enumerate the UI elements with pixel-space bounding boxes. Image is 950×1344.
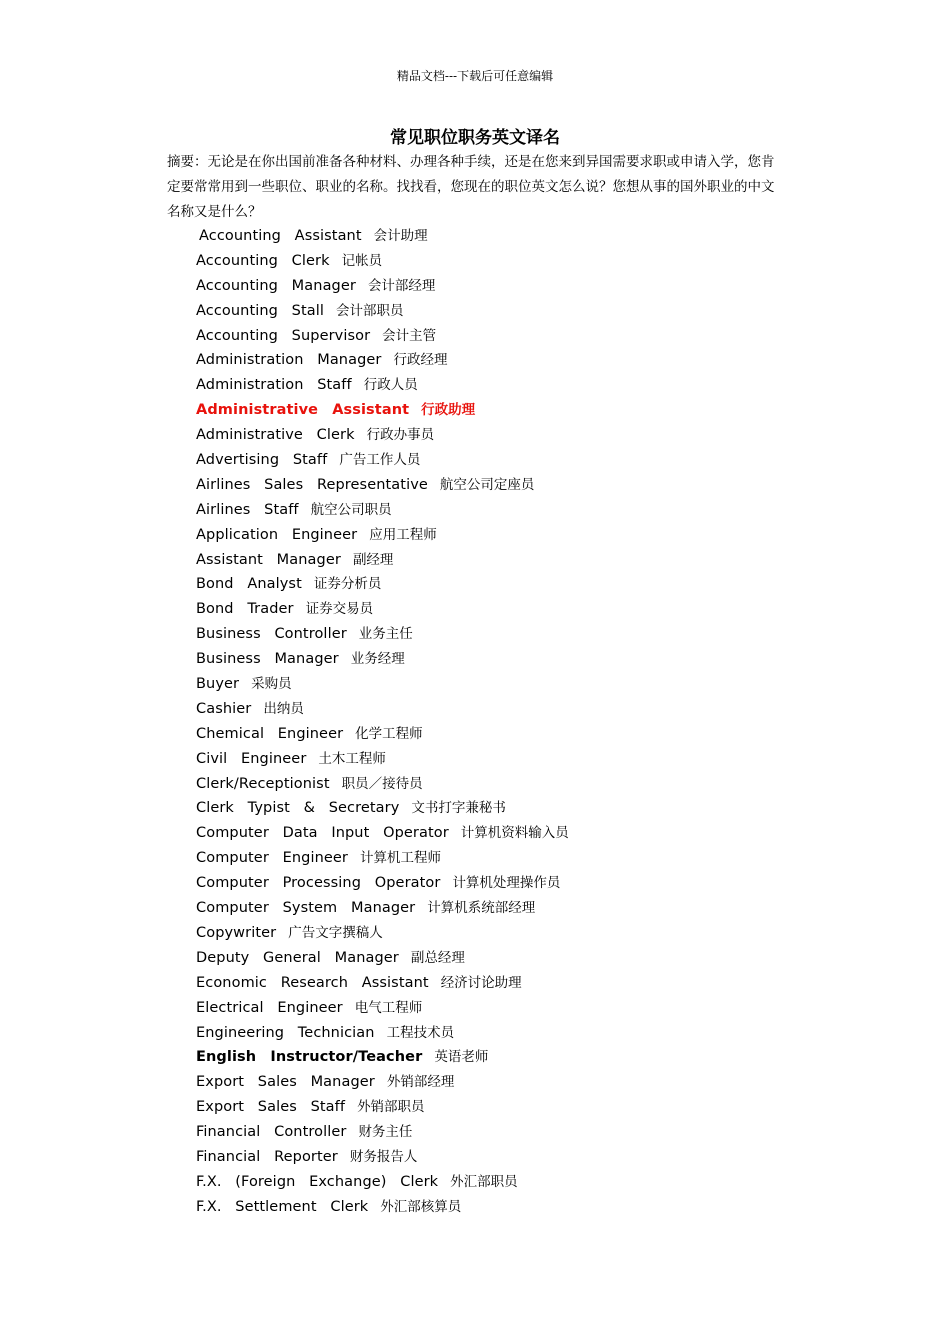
english-title: Bond Analyst xyxy=(196,576,302,593)
list-item xyxy=(196,324,796,349)
chinese-title: 文书打字兼秘书 xyxy=(411,800,506,817)
english-title: Administrative Assistant xyxy=(196,402,410,419)
document-title: 常见职位职务英文译名 xyxy=(390,128,560,148)
list-item xyxy=(196,647,796,672)
english-title: Clerk Typist & Secretary xyxy=(196,800,400,817)
english-title: Accounting Supervisor xyxy=(196,327,371,344)
list-item-bold xyxy=(196,1045,796,1070)
english-title: Accounting Assistant xyxy=(199,228,362,244)
list-item xyxy=(196,821,796,846)
list-item xyxy=(196,1170,796,1195)
english-title: Clerk/Receptionist xyxy=(196,775,330,792)
english-title: Airlines Staff xyxy=(196,501,299,518)
chinese-title: 工程技术员 xyxy=(386,1024,455,1041)
abstract-paragraph: 摘要：无论是在你出国前准备各种材料、办理各种手续，还是在您来到异国需要求职或申请入学，您肯定要常常用到一些职位、职业的名称。找找看，您现在的职位英文怎么说？您想从事的国外职业的中文名称又是什么？ xyxy=(167,154,775,220)
english-title: Buyer xyxy=(196,676,240,693)
list-item xyxy=(196,224,796,249)
english-title: Business Controller xyxy=(196,626,347,643)
chinese-title: 副经理 xyxy=(352,551,394,568)
chinese-title: 采购员 xyxy=(251,676,292,693)
page-header: 精品文档---下载后可任意编辑 xyxy=(396,69,554,83)
chinese-title: 外销部经理 xyxy=(386,1074,455,1091)
english-title: Administration Staff xyxy=(196,377,352,394)
chinese-title: 英语老师 xyxy=(434,1049,489,1066)
english-title: English Instructor/Teacher xyxy=(196,1049,423,1066)
english-title: Application Engineer xyxy=(196,526,358,543)
english-title: Computer System Manager xyxy=(196,900,416,917)
chinese-title: 证券交易员 xyxy=(305,601,374,618)
list-item xyxy=(196,572,796,597)
english-title: Computer Data Input Operator xyxy=(196,825,449,842)
chinese-title: 航空公司职员 xyxy=(310,501,392,518)
list-item xyxy=(196,1095,796,1120)
list-item xyxy=(196,622,796,647)
english-title: Civil Engineer xyxy=(196,750,307,767)
chinese-title: 会计助理 xyxy=(373,228,428,244)
list-item xyxy=(196,597,796,622)
chinese-title: 土木工程师 xyxy=(318,750,386,767)
list-item xyxy=(196,971,796,996)
english-title: Deputy General Manager xyxy=(196,949,399,966)
english-title: F.X. (Foreign Exchange) Clerk xyxy=(196,1173,439,1190)
chinese-title: 外汇部职员 xyxy=(450,1173,518,1190)
list-item xyxy=(196,921,796,946)
chinese-title: 会计部职员 xyxy=(336,302,404,319)
chinese-title: 化学工程师 xyxy=(355,725,423,742)
list-item xyxy=(196,747,796,772)
list-item xyxy=(196,896,796,921)
english-title: Airlines Sales Representative xyxy=(196,476,428,493)
chinese-title: 行政经理 xyxy=(393,352,448,369)
chinese-title: 会计主管 xyxy=(382,327,437,344)
chinese-title: 经济讨论助理 xyxy=(440,974,522,991)
chinese-title: 职员／接待员 xyxy=(341,775,423,792)
english-title: Assistant Manager xyxy=(196,551,341,568)
list-item xyxy=(196,871,796,896)
list-item xyxy=(196,697,796,722)
list-item xyxy=(196,373,796,398)
english-title: Advertising Staff xyxy=(196,452,328,469)
chinese-title: 计算机系统部经理 xyxy=(427,900,536,917)
chinese-title: 计算机工程师 xyxy=(359,850,441,867)
list-item xyxy=(196,1195,796,1220)
english-title: Accounting Clerk xyxy=(196,252,330,269)
english-title: Computer Processing Operator xyxy=(196,875,441,892)
job-title-list xyxy=(196,224,796,1220)
chinese-title: 行政人员 xyxy=(363,377,418,394)
english-title: Cashier xyxy=(196,700,252,717)
list-item xyxy=(196,498,796,523)
english-title: Electrical Engineer xyxy=(196,999,343,1016)
list-item xyxy=(196,249,796,274)
chinese-title: 应用工程师 xyxy=(369,526,437,543)
list-item xyxy=(196,299,796,324)
chinese-title: 财务主任 xyxy=(358,1124,413,1141)
chinese-title: 记帐员 xyxy=(341,252,383,269)
list-item xyxy=(196,423,796,448)
chinese-title: 广告工作人员 xyxy=(339,452,421,469)
english-title: Accounting Manager xyxy=(196,277,356,294)
chinese-title: 行政办事员 xyxy=(366,427,435,444)
chinese-title: 广告文字撰稿人 xyxy=(288,924,383,941)
english-title: Export Sales Manager xyxy=(196,1074,375,1091)
list-item xyxy=(196,672,796,697)
list-item xyxy=(196,548,796,573)
english-title: Administration Manager xyxy=(196,352,382,369)
chinese-title: 证券分析员 xyxy=(313,576,382,593)
list-item xyxy=(196,846,796,871)
list-item xyxy=(196,348,796,373)
english-title: Business Manager xyxy=(196,651,339,668)
chinese-title: 业务主任 xyxy=(358,626,413,643)
list-item xyxy=(196,448,796,473)
list-item xyxy=(196,946,796,971)
chinese-title: 计算机资料输入员 xyxy=(460,825,569,842)
english-title: Computer Engineer xyxy=(196,850,348,867)
list-item xyxy=(196,473,796,498)
english-title: Bond Trader xyxy=(196,601,294,618)
chinese-title: 业务经理 xyxy=(350,651,405,668)
list-item xyxy=(196,1145,796,1170)
list-item xyxy=(196,796,796,821)
list-item xyxy=(196,996,796,1021)
english-title: Accounting Stall xyxy=(196,302,325,319)
english-title: Copywriter xyxy=(196,924,277,941)
list-item xyxy=(196,1120,796,1145)
chinese-title: 副总经理 xyxy=(410,949,465,966)
chinese-title: 计算机处理操作员 xyxy=(452,875,561,892)
list-item-highlighted xyxy=(196,398,796,423)
chinese-title: 外汇部核算员 xyxy=(380,1198,462,1215)
chinese-title: 行政助理 xyxy=(421,402,476,419)
english-title: Engineering Technician xyxy=(196,1024,375,1041)
list-item xyxy=(196,1070,796,1095)
chinese-title: 出纳员 xyxy=(263,700,304,717)
list-item xyxy=(196,523,796,548)
english-title: Chemical Engineer xyxy=(196,725,344,742)
english-title: Export Sales Staff xyxy=(196,1099,346,1116)
english-title: F.X. Settlement Clerk xyxy=(196,1198,369,1215)
list-item xyxy=(196,1021,796,1046)
english-title: Financial Reporter xyxy=(196,1148,338,1165)
chinese-title: 电气工程师 xyxy=(354,999,423,1016)
chinese-title: 外销部职员 xyxy=(357,1099,425,1116)
chinese-title: 航空公司定座员 xyxy=(439,476,535,493)
chinese-title: 财务报告人 xyxy=(349,1148,418,1165)
english-title: Financial Controller xyxy=(196,1124,347,1141)
list-item xyxy=(196,772,796,797)
english-title: Economic Research Assistant xyxy=(196,974,429,991)
list-item xyxy=(196,274,796,299)
chinese-title: 会计部经理 xyxy=(367,277,436,294)
list-item xyxy=(196,722,796,747)
english-title: Administrative Clerk xyxy=(196,427,355,444)
